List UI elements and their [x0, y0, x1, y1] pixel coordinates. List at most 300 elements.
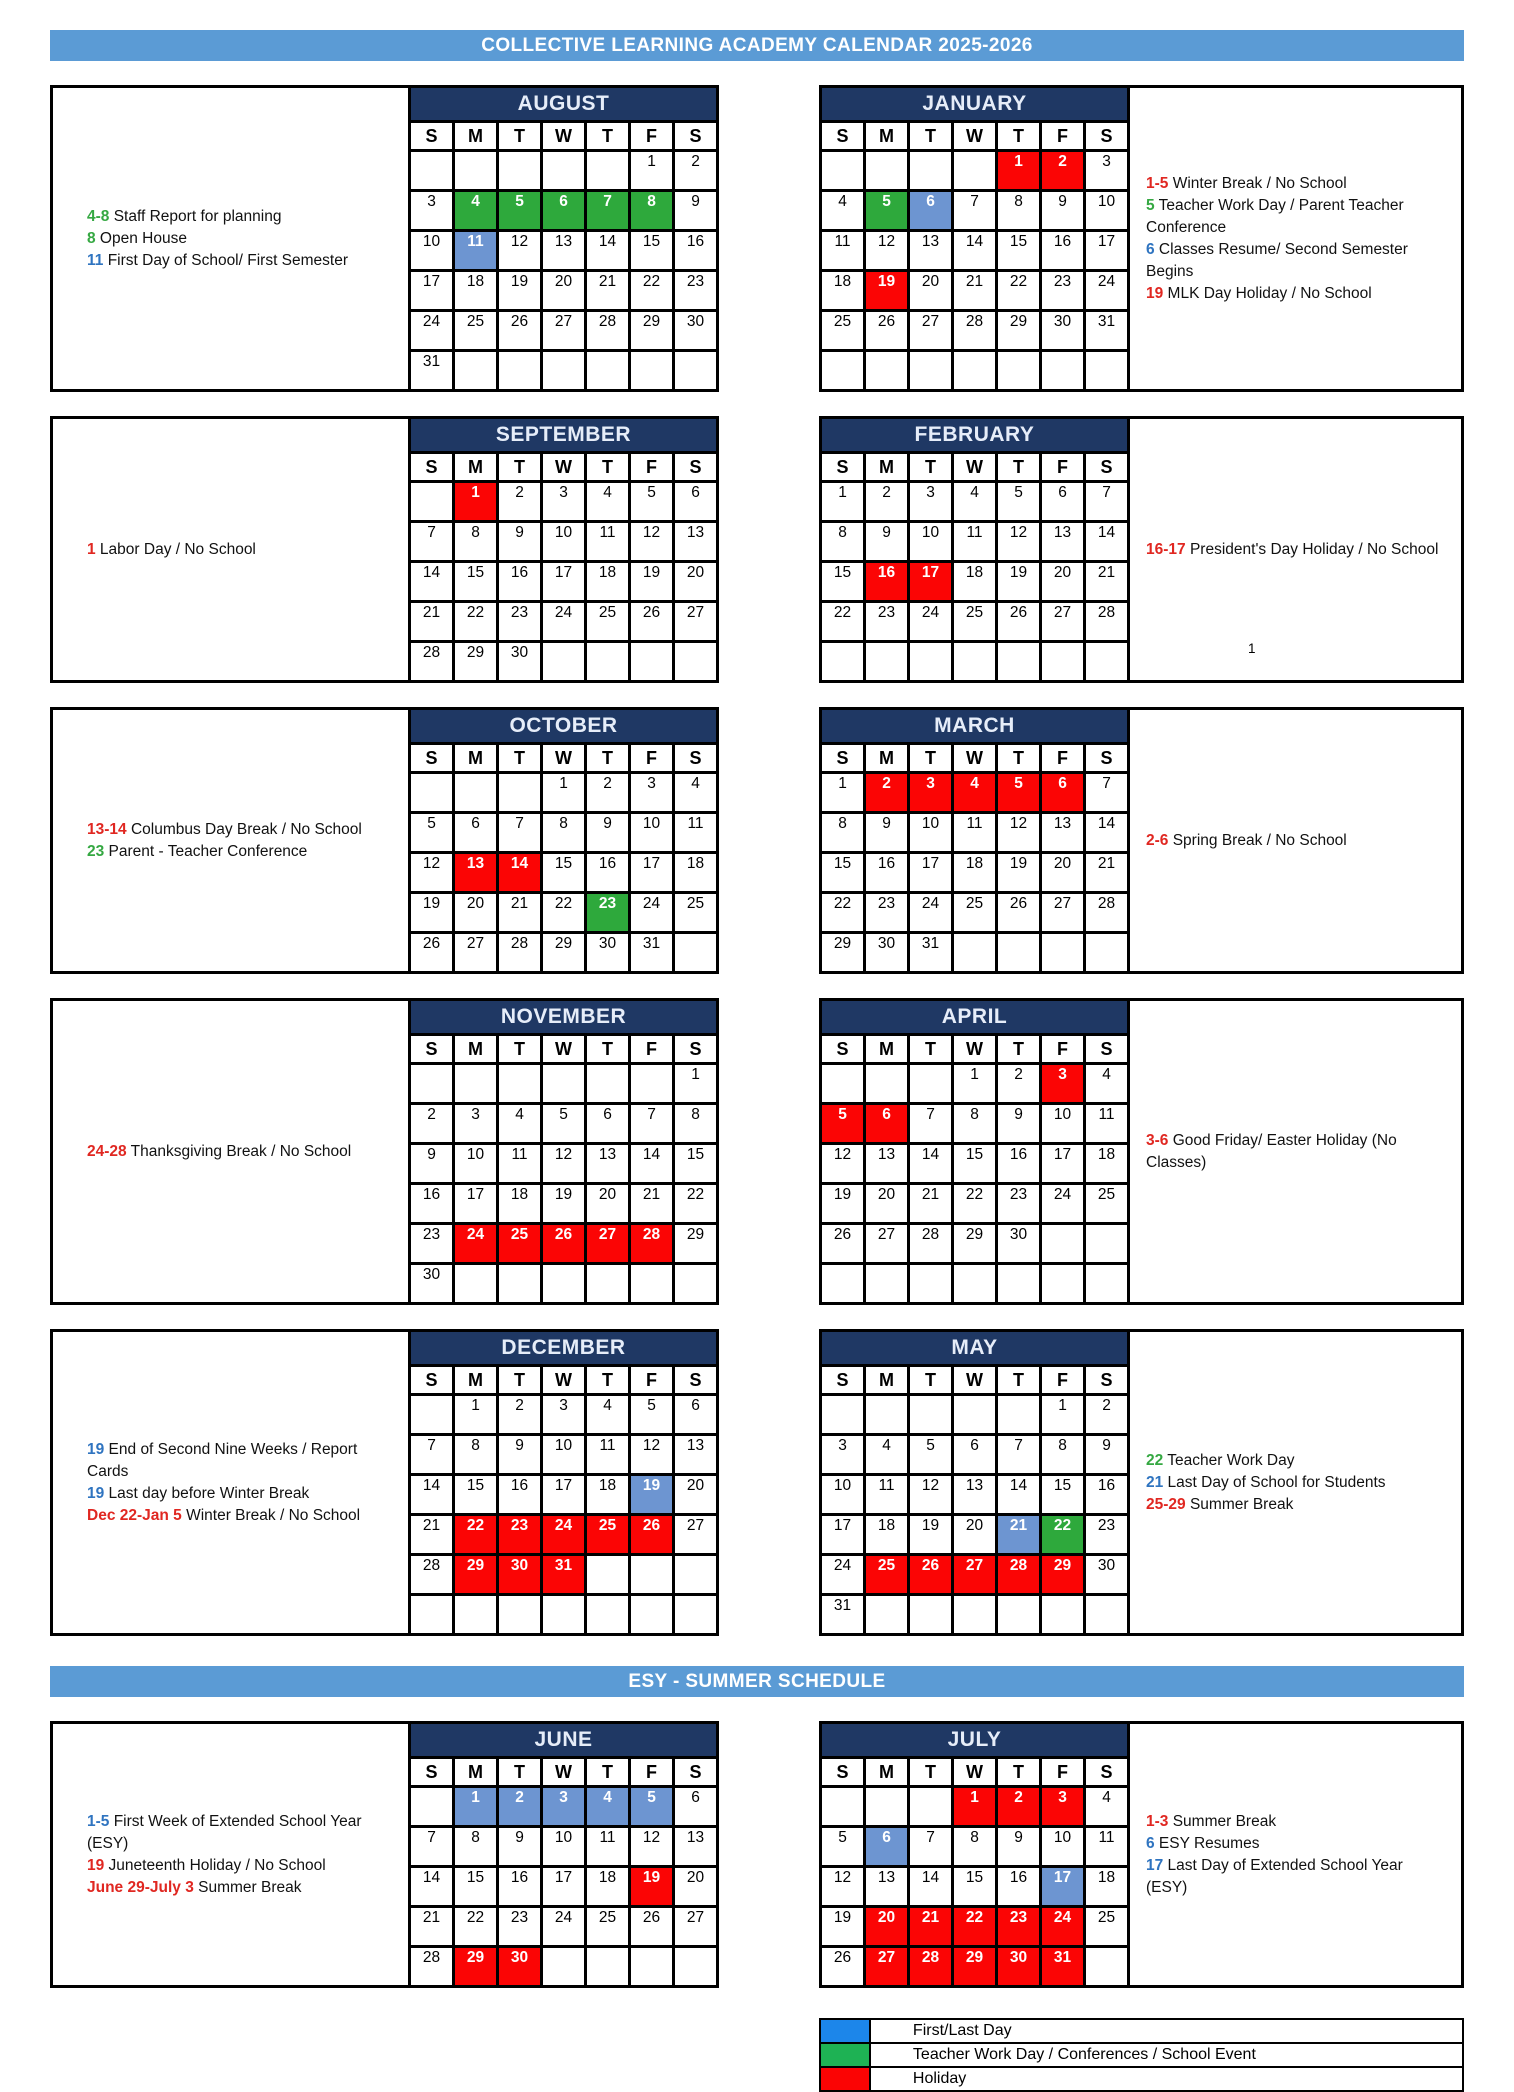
- day-cell: 3: [542, 482, 586, 522]
- week-row: [410, 1104, 718, 1144]
- day-header-row: [821, 1035, 1129, 1064]
- day-cell: 24: [909, 602, 953, 642]
- week-row: [410, 191, 718, 231]
- day-cell: 25: [586, 1907, 630, 1947]
- day-cell: 12: [630, 522, 674, 562]
- day-cell: 31: [821, 1595, 865, 1635]
- day-cell: 27: [674, 602, 718, 642]
- day-cell: 3: [1041, 1787, 1085, 1827]
- legend-row: [820, 2019, 1463, 2043]
- day-cell: [909, 1264, 953, 1304]
- note-text: Spring Break / No School: [1168, 831, 1347, 849]
- day-header-cell: S: [1085, 1035, 1129, 1064]
- week-row: [410, 1144, 718, 1184]
- notes-january: [1130, 85, 1464, 392]
- day-header-cell: F: [630, 1366, 674, 1395]
- day-cell: 18: [586, 1475, 630, 1515]
- note-number: June 29-July 3: [87, 1878, 194, 1896]
- day-cell: 7: [630, 1104, 674, 1144]
- day-cell: 11: [674, 813, 718, 853]
- day-cell: [454, 1264, 498, 1304]
- day-cell: 18: [586, 562, 630, 602]
- week-row: [410, 1264, 718, 1304]
- day-cell: [542, 1064, 586, 1104]
- day-cell: 21: [410, 602, 454, 642]
- month-title-row: [410, 1000, 718, 1035]
- day-cell: 19: [630, 1867, 674, 1907]
- day-cell: 5: [997, 482, 1041, 522]
- week-row: [410, 642, 718, 682]
- day-cell: 24: [821, 1555, 865, 1595]
- day-header-cell: T: [997, 1758, 1041, 1787]
- note-text: First Week of Extended School Year (ESY): [87, 1812, 362, 1852]
- note-line: [87, 1505, 396, 1527]
- week-row: [821, 1184, 1129, 1224]
- week-row: [821, 1867, 1129, 1907]
- day-cell: 28: [953, 311, 997, 351]
- day-cell: 24: [1041, 1184, 1085, 1224]
- day-header-cell: W: [542, 1758, 586, 1787]
- day-cell: 22: [953, 1907, 997, 1947]
- day-header-cell: T: [498, 1366, 542, 1395]
- month-title-row: [821, 1331, 1129, 1366]
- day-header-cell: W: [542, 1035, 586, 1064]
- day-cell: [909, 1787, 953, 1827]
- day-cell: 3: [1041, 1064, 1085, 1104]
- left-half: [50, 707, 719, 974]
- day-cell: 6: [586, 1104, 630, 1144]
- day-cell: 6: [1041, 482, 1085, 522]
- week-row: [821, 231, 1129, 271]
- month-block-row: [50, 998, 1464, 1305]
- day-cell: 23: [1085, 1515, 1129, 1555]
- day-cell: [630, 1264, 674, 1304]
- notes-july: [1130, 1721, 1464, 1988]
- day-cell: 28: [586, 311, 630, 351]
- day-cell: 16: [997, 1867, 1041, 1907]
- week-row: [821, 642, 1129, 682]
- day-cell: 10: [542, 1827, 586, 1867]
- day-header-cell: W: [953, 453, 997, 482]
- week-row: [821, 1787, 1129, 1827]
- day-cell: 9: [674, 191, 718, 231]
- week-row: [410, 813, 718, 853]
- day-cell: 28: [997, 1555, 1041, 1595]
- day-cell: 13: [674, 522, 718, 562]
- day-cell: 14: [410, 1867, 454, 1907]
- note-text: Thanksgiving Break / No School: [126, 1142, 352, 1160]
- day-cell: 14: [410, 1475, 454, 1515]
- right-half: [819, 1329, 1464, 1636]
- note-text: First Day of School/ First Semester: [103, 251, 349, 269]
- day-cell: 12: [821, 1144, 865, 1184]
- day-cell: 16: [865, 562, 909, 602]
- day-cell: 13: [1041, 813, 1085, 853]
- day-cell: [1085, 642, 1129, 682]
- day-cell: [410, 1395, 454, 1435]
- week-row: [821, 773, 1129, 813]
- month-title: OCTOBER: [410, 709, 718, 744]
- day-header-cell: T: [997, 744, 1041, 773]
- day-cell: 2: [586, 773, 630, 813]
- day-cell: 4: [586, 1787, 630, 1827]
- day-cell: 10: [909, 522, 953, 562]
- day-cell: 10: [1041, 1104, 1085, 1144]
- month-title: DECEMBER: [410, 1331, 718, 1366]
- note-line: [1146, 1855, 1443, 1899]
- day-header-cell: T: [586, 1035, 630, 1064]
- day-cell: 25: [953, 602, 997, 642]
- day-cell: 27: [586, 1224, 630, 1264]
- day-cell: 15: [953, 1144, 997, 1184]
- week-row: [410, 1515, 718, 1555]
- day-cell: 5: [997, 773, 1041, 813]
- day-header-cell: T: [997, 453, 1041, 482]
- day-cell: [821, 1064, 865, 1104]
- day-cell: 3: [821, 1435, 865, 1475]
- note-text: Good Friday/ Easter Holiday (No Classes): [1146, 1131, 1397, 1171]
- day-cell: [586, 351, 630, 391]
- day-cell: 21: [630, 1184, 674, 1224]
- day-cell: 24: [909, 893, 953, 933]
- note-line: [87, 1811, 396, 1855]
- note-text: ESY Resumes: [1154, 1834, 1260, 1852]
- day-cell: 27: [909, 311, 953, 351]
- day-cell: 1: [454, 1395, 498, 1435]
- day-cell: 28: [410, 642, 454, 682]
- day-cell: 3: [454, 1104, 498, 1144]
- note-text: Last Day of School for Students: [1163, 1473, 1386, 1491]
- day-cell: 27: [674, 1907, 718, 1947]
- day-cell: 26: [821, 1947, 865, 1987]
- day-cell: [498, 1595, 542, 1635]
- day-cell: 23: [586, 893, 630, 933]
- day-cell: 24: [630, 893, 674, 933]
- day-cell: 15: [821, 562, 865, 602]
- day-cell: 4: [498, 1104, 542, 1144]
- week-row: [821, 1947, 1129, 1987]
- day-cell: [498, 1064, 542, 1104]
- left-half: [50, 85, 719, 392]
- day-cell: 22: [953, 1184, 997, 1224]
- day-cell: 2: [498, 1787, 542, 1827]
- day-cell: 25: [1085, 1907, 1129, 1947]
- note-text: End of Second Nine Weeks / Report Cards: [87, 1440, 358, 1480]
- day-cell: 20: [865, 1907, 909, 1947]
- day-header-cell: S: [674, 453, 718, 482]
- day-cell: 18: [953, 562, 997, 602]
- day-cell: [498, 773, 542, 813]
- day-cell: [410, 773, 454, 813]
- day-header-cell: W: [542, 122, 586, 151]
- day-cell: [410, 1064, 454, 1104]
- day-cell: [674, 1595, 718, 1635]
- week-row: [410, 1395, 718, 1435]
- day-cell: 14: [1085, 522, 1129, 562]
- day-cell: 14: [1085, 813, 1129, 853]
- day-cell: 9: [410, 1144, 454, 1184]
- day-cell: 7: [953, 191, 997, 231]
- day-cell: 2: [997, 1787, 1041, 1827]
- note-text: Open House: [95, 229, 187, 247]
- day-cell: [997, 642, 1041, 682]
- week-row: [410, 1907, 718, 1947]
- day-cell: 18: [586, 1867, 630, 1907]
- day-cell: [821, 1787, 865, 1827]
- day-cell: 23: [997, 1184, 1041, 1224]
- day-cell: 17: [454, 1184, 498, 1224]
- week-row: [410, 1947, 718, 1987]
- day-cell: 28: [1085, 893, 1129, 933]
- day-cell: 17: [821, 1515, 865, 1555]
- day-header-cell: T: [997, 1035, 1041, 1064]
- day-cell: [953, 351, 997, 391]
- day-header-cell: T: [498, 122, 542, 151]
- week-row: [821, 271, 1129, 311]
- day-cell: 13: [1041, 522, 1085, 562]
- day-cell: 22: [454, 1907, 498, 1947]
- week-row: [410, 1827, 718, 1867]
- day-cell: [542, 351, 586, 391]
- day-cell: 15: [674, 1144, 718, 1184]
- day-cell: 20: [1041, 562, 1085, 602]
- week-row: [410, 602, 718, 642]
- week-row: [821, 1555, 1129, 1595]
- note-line: [1146, 1811, 1443, 1833]
- week-row: [410, 773, 718, 813]
- day-cell: 15: [997, 231, 1041, 271]
- day-cell: 21: [586, 271, 630, 311]
- day-cell: 4: [821, 191, 865, 231]
- day-cell: 6: [674, 482, 718, 522]
- day-cell: 13: [674, 1827, 718, 1867]
- day-cell: 5: [630, 1787, 674, 1827]
- day-cell: 27: [1041, 602, 1085, 642]
- note-text: Last day before Winter Break: [104, 1484, 310, 1502]
- day-header-cell: S: [1085, 1366, 1129, 1395]
- day-cell: 1: [1041, 1395, 1085, 1435]
- note-number: 8: [87, 229, 96, 247]
- month-title: JULY: [821, 1723, 1129, 1758]
- day-cell: 9: [586, 813, 630, 853]
- notes-april: [1130, 998, 1464, 1305]
- day-cell: [997, 1595, 1041, 1635]
- day-header-row: [821, 744, 1129, 773]
- day-cell: [542, 1595, 586, 1635]
- day-cell: 14: [630, 1144, 674, 1184]
- day-cell: 27: [953, 1555, 997, 1595]
- day-cell: 5: [410, 813, 454, 853]
- day-cell: 7: [498, 813, 542, 853]
- day-cell: 17: [542, 1475, 586, 1515]
- day-cell: 7: [1085, 773, 1129, 813]
- day-header-cell: T: [498, 1758, 542, 1787]
- week-row: [821, 311, 1129, 351]
- day-header-cell: S: [821, 1758, 865, 1787]
- legend-table: [819, 2018, 1464, 2092]
- day-cell: [1085, 933, 1129, 973]
- day-cell: 16: [498, 1867, 542, 1907]
- note-text: Labor Day / No School: [95, 540, 256, 558]
- day-cell: 30: [997, 1224, 1041, 1264]
- day-cell: [1041, 1224, 1085, 1264]
- day-header-cell: T: [909, 453, 953, 482]
- note-number: 25-29: [1146, 1495, 1186, 1513]
- day-cell: 8: [542, 813, 586, 853]
- legend-swatch-red: [820, 2067, 870, 2091]
- day-cell: [454, 1595, 498, 1635]
- day-cell: 23: [498, 602, 542, 642]
- note-number: 6: [1146, 240, 1155, 258]
- week-row: [821, 1144, 1129, 1184]
- day-cell: 30: [498, 1555, 542, 1595]
- day-header-cell: F: [1041, 1035, 1085, 1064]
- day-cell: [1041, 1595, 1085, 1635]
- day-cell: 20: [674, 1475, 718, 1515]
- day-cell: 4: [953, 773, 997, 813]
- day-cell: 24: [542, 1515, 586, 1555]
- day-cell: 21: [410, 1907, 454, 1947]
- week-row: [410, 1595, 718, 1635]
- day-cell: 18: [674, 853, 718, 893]
- day-cell: 8: [630, 191, 674, 231]
- day-cell: 11: [586, 522, 630, 562]
- day-cell: 4: [454, 191, 498, 231]
- page-number: 1: [1248, 641, 1256, 656]
- day-cell: 13: [674, 1435, 718, 1475]
- day-cell: 3: [630, 773, 674, 813]
- day-cell: [542, 642, 586, 682]
- month-title-row: [821, 87, 1129, 122]
- day-header-cell: F: [630, 122, 674, 151]
- day-cell: 25: [674, 893, 718, 933]
- day-cell: 11: [454, 231, 498, 271]
- day-cell: 2: [498, 482, 542, 522]
- calendar-grid-august: [408, 85, 719, 392]
- day-cell: 14: [953, 231, 997, 271]
- note-text: Winter Break / No School: [1168, 174, 1347, 192]
- day-cell: 5: [630, 1395, 674, 1435]
- left-half: [50, 1329, 719, 1636]
- month-block-row: [50, 707, 1464, 974]
- day-header-cell: T: [586, 1366, 630, 1395]
- day-cell: 19: [630, 562, 674, 602]
- day-cell: 9: [498, 1827, 542, 1867]
- day-cell: 2: [865, 773, 909, 813]
- day-cell: 10: [909, 813, 953, 853]
- day-cell: 1: [953, 1064, 997, 1104]
- day-cell: [997, 351, 1041, 391]
- month-title: FEBRUARY: [821, 418, 1129, 453]
- day-header-cell: S: [674, 122, 718, 151]
- week-row: [410, 1184, 718, 1224]
- day-cell: 10: [1041, 1827, 1085, 1867]
- day-cell: [1085, 1264, 1129, 1304]
- day-cell: 30: [498, 642, 542, 682]
- day-cell: 20: [1041, 853, 1085, 893]
- day-cell: [586, 1064, 630, 1104]
- note-number: 1: [87, 540, 96, 558]
- day-cell: 29: [454, 1555, 498, 1595]
- month-title: JUNE: [410, 1723, 718, 1758]
- week-row: [410, 853, 718, 893]
- day-cell: 15: [454, 562, 498, 602]
- note-line: [1146, 1472, 1443, 1494]
- day-cell: 6: [909, 191, 953, 231]
- legend-swatch-blue: [820, 2019, 870, 2043]
- day-cell: 3: [542, 1787, 586, 1827]
- day-header-cell: S: [410, 453, 454, 482]
- day-cell: 18: [1085, 1144, 1129, 1184]
- day-cell: 25: [1085, 1184, 1129, 1224]
- day-cell: 31: [909, 933, 953, 973]
- week-row: [821, 482, 1129, 522]
- day-cell: 8: [821, 522, 865, 562]
- day-cell: 20: [953, 1515, 997, 1555]
- day-cell: [1041, 351, 1085, 391]
- day-cell: 24: [454, 1224, 498, 1264]
- day-cell: 17: [1041, 1867, 1085, 1907]
- day-header-cell: M: [454, 1366, 498, 1395]
- day-cell: 19: [821, 1184, 865, 1224]
- note-text: Teacher Work Day: [1163, 1451, 1295, 1469]
- day-cell: 17: [909, 562, 953, 602]
- month-title-row: [410, 418, 718, 453]
- day-cell: 1: [821, 773, 865, 813]
- day-cell: 30: [997, 1947, 1041, 1987]
- day-cell: 1: [454, 1787, 498, 1827]
- calendar-grid-january: [819, 85, 1130, 392]
- day-header-cell: M: [865, 744, 909, 773]
- day-cell: [1085, 351, 1129, 391]
- day-cell: 12: [410, 853, 454, 893]
- day-cell: 5: [821, 1104, 865, 1144]
- day-cell: 28: [410, 1555, 454, 1595]
- day-cell: 13: [865, 1144, 909, 1184]
- note-text: Summer Break: [1168, 1812, 1277, 1830]
- legend-row: [820, 2043, 1463, 2067]
- calendar-grid-february: [819, 416, 1130, 683]
- day-header-cell: T: [586, 122, 630, 151]
- day-cell: [821, 151, 865, 191]
- day-cell: 15: [454, 1475, 498, 1515]
- note-number: 1-5: [1146, 174, 1169, 192]
- day-cell: 3: [410, 191, 454, 231]
- day-header-cell: T: [586, 744, 630, 773]
- day-cell: 9: [997, 1104, 1041, 1144]
- day-cell: 30: [865, 933, 909, 973]
- day-header-cell: T: [997, 122, 1041, 151]
- day-cell: [1085, 1595, 1129, 1635]
- day-cell: 8: [454, 1435, 498, 1475]
- day-cell: 20: [909, 271, 953, 311]
- day-cell: 8: [1041, 1435, 1085, 1475]
- calendar-grid-april: [819, 998, 1130, 1305]
- month-title: MAY: [821, 1331, 1129, 1366]
- day-cell: [909, 1395, 953, 1435]
- note-number: 19: [1146, 284, 1164, 302]
- day-cell: 17: [1041, 1144, 1085, 1184]
- day-cell: 21: [997, 1515, 1041, 1555]
- week-row: [821, 1827, 1129, 1867]
- month-blocks: [50, 85, 1464, 1636]
- day-header-cell: T: [909, 1035, 953, 1064]
- day-cell: 28: [630, 1224, 674, 1264]
- day-cell: 19: [997, 562, 1041, 602]
- note-line: [87, 1141, 396, 1163]
- day-cell: [410, 482, 454, 522]
- week-row: [410, 351, 718, 391]
